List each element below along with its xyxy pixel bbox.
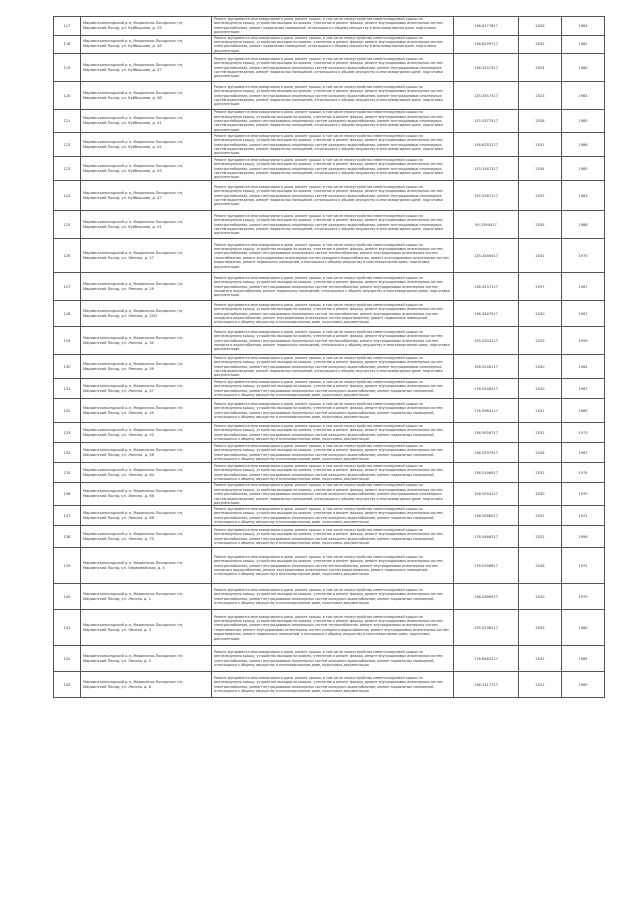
build-year: 1985 [562, 646, 605, 672]
address-cell [81, 181, 212, 211]
area-value: 115.5377517 [454, 110, 519, 133]
works-description: Ремонт фундамента многоквартирного дома, ремонт крыши, в том числе переустройство невентилируемой крыши на вентилируемую крышу, устройство выходов на кровлю, утепление и ремонт фасада, ремонт внутридомовых инженерных систем электроснабжения, ремонт внутридомовых инженерных систем теплоснабжения, ремонт внутридомовых инженерных систем холодного водоснабжения, ремонт внутридомовых инженерных систем водоотведения, ремонт подвальных помещений, относящихся к общему имуществу в многоквартирном доме, подготовка документации [212, 301, 454, 327]
row-number: 134 [54, 443, 81, 463]
repair-year: 2029 [519, 327, 562, 355]
address-cell [81, 610, 212, 646]
works-description: Ремонт фундамента многоквартирного дома, ремонт крыши, в том числе переустройство невентилируемой крыши на вентилируемую крышу, устройство выходов на кровлю, утепление и ремонт фасада, ремонт внутридомовых инженерных систем электроснабжения, ремонт внутридомовых инженерных систем холодного водоснабжения, ремонт подвальных помещений, относящихся к общему имуществу в многоквартирном доме, подготовка документации [212, 379, 454, 399]
address-cell [81, 133, 212, 157]
address-line-2: Мариинский Посад, ул. Куйбышева, д. 33 [83, 25, 162, 30]
table-row [54, 239, 605, 273]
works-description: Ремонт фундамента многоквартирного дома, ремонт крыши, в том числе переустройство невентилируемой крыши на вентилируемую крышу, устройство выходов на кровлю, утепление и ремонт фасада, ремонт внутридомовых инженерных систем электроснабжения, ремонт внутридомовых инженерных систем холодного водоснабжения, ремонт внутридомовых инженерных систем водоотведения, ремонт подвальных помещений, относящихся к общему имуществу в многоквартирном доме, подготовка документации [212, 483, 454, 506]
address-line-1: Мариинскопосадский р-н, Мариинско-Посадское г/п, [83, 591, 184, 596]
works-description: Ремонт фундамента многоквартирного дома, ремонт крыши, в том числе переустройство невентилируемой крыши на вентилируемую крышу, устройство выходов на кровлю, утепление и ремонт фасада, ремонт внутридомовых инженерных систем электроснабжения, ремонт внутридомовых инженерных систем холодного водоснабжения, ремонт внутридомовых инженерных систем водоотведения, ремонт подвальных помещений, относящихся к общему имуществу в многоквартирном доме, подготовка документации [212, 110, 454, 133]
row-number: 132 [54, 399, 81, 423]
area-value: 136.3317717 [454, 672, 519, 698]
address-cell [81, 239, 212, 273]
address-cell [81, 672, 212, 698]
build-year: 1970 [562, 239, 605, 273]
address-cell [81, 443, 212, 463]
address-cell [81, 399, 212, 423]
works-description: Ремонт фундамента многоквартирного дома, ремонт крыши, в том числе переустройство невентилируемой крыши на вентилируемую крышу, устройство выходов на кровлю, утепление и ремонт фасада, ремонт внутридомовых инженерных систем электроснабжения, ремонт внутридомовых инженерных систем холодного водоснабжения, ремонт подвальных помещений, относящихся к общему имуществу в многоквартирном доме, подготовка документации [212, 672, 454, 698]
address-cell [81, 54, 212, 82]
address-line-1: Мариинскопосадский р-н, Мариинско-Посадское г/п, [83, 250, 184, 255]
address-line-2: Мариинский Посад, ул. Ленина, д. 29/2 [83, 313, 158, 318]
address-cell [81, 483, 212, 506]
build-year: 1982 [562, 35, 605, 54]
repair-year: 2022 [519, 672, 562, 698]
address-line-1: Мариинскопосадский р-н, Мариинско-Посадское г/п, [83, 39, 184, 44]
address-cell [81, 355, 212, 379]
address-line-1: Мариинскопосадский р-н, Мариинско-Посадское г/п, [83, 62, 184, 67]
build-year: 1959 [562, 327, 605, 355]
address-line-2: Мариинский Посад, ул. Куйбышева, д. 43 [83, 168, 162, 173]
table-row [54, 610, 605, 646]
address-line-1: Мариинскопосадский р-н, Мариинско-Посадское г/п, [83, 139, 184, 144]
address-line-1: Мариинскопосадский р-н, Мариинско-Посадское г/п, [83, 90, 184, 95]
repair-year: 2031 [519, 133, 562, 157]
address-line-2: Мариинский Посад, ул. Ленина, д. 66 [83, 494, 154, 499]
area-value: 135.5238317 [454, 610, 519, 646]
row-number: 119 [54, 54, 81, 82]
repair-year: 2028 [519, 443, 562, 463]
table-row [54, 379, 605, 399]
works-description: Ремонт фундамента многоквартирного дома, ремонт крыши, в том числе переустройство невентилируемой крыши на вентилируемую крышу, устройство выходов на кровлю, утепление и ремонт фасада, ремонт внутридомовых инженерных систем электроснабжения, ремонт внутридомовых инженерных систем холодного водоснабжения, ремонт подвальных помещений, относящихся к общему имуществу в многоквартирном доме, подготовка документации [212, 399, 454, 423]
works-description: Ремонт фундамента многоквартирного дома, ремонт крыши, в том числе переустройство невентилируемой крыши на вентилируемую крышу, устройство выходов на кровлю, утепление и ремонт фасада, ремонт внутридомовых инженерных систем электроснабжения, ремонт внутридомовых инженерных систем теплоснабжения, ремонт внутридомовых инженерных систем холодного водоснабжения, ремонт внутридомовых инженерных систем водоотведения, ремонт подвальных помещений, относящихся к общему имуществу в многоквартирном доме, подготовка документации [212, 548, 454, 584]
address-line-2: Мариинский Посад, ул. Лесная, д. 4 [83, 627, 152, 632]
repair-year: 2030 [519, 355, 562, 379]
area-value: 136.5198917 [454, 463, 519, 483]
area-value: 156.5554117 [454, 483, 519, 506]
build-year: 1980 [562, 54, 605, 82]
address-line-1: Мариинскопосадский р-н, Мариинско-Посадское г/п, [83, 679, 184, 684]
row-number: 127 [54, 273, 81, 301]
address-cell [81, 35, 212, 54]
address-line-1: Мариинскопосадский р-н, Мариинско-Посадское г/п, [83, 531, 184, 536]
address-cell [81, 273, 212, 301]
area-value: 155.5303117 [454, 327, 519, 355]
address-cell [81, 463, 212, 483]
address-cell [81, 17, 212, 36]
works-description: Ремонт фундамента многоквартирного дома, ремонт крыши, в том числе переустройство невентилируемой крыши на вентилируемую крышу, устройство выходов на кровлю, утепление и ремонт фасада, ремонт внутридомовых инженерных систем электроснабжения, ремонт внутридомовых инженерных систем холодного водоснабжения, ремонт подвальных помещений, относящихся к общему имуществу в многоквартирном доме, подготовка документации [212, 584, 454, 610]
address-line-1: Мариинскопосадский р-н, Мариинско-Посадское г/п, [83, 489, 184, 494]
address-line-2: Мариинский Посад, ул. Куйбышева, д. 36 [83, 44, 162, 49]
table-row [54, 273, 605, 301]
area-value: 135.3357417 [454, 82, 519, 110]
address-cell [81, 379, 212, 399]
repair-year: 2032 [519, 423, 562, 443]
address-cell [81, 646, 212, 672]
build-year: 1964 [562, 355, 605, 379]
repair-year: 2026 [519, 17, 562, 36]
build-year: 1986 [562, 133, 605, 157]
area-value: 176.5466217 [454, 526, 519, 548]
works-description: Ремонт фундамента многоквартирного дома, ремонт крыши, в том числе переустройство невентилируемой крыши на вентилируемую крышу, устройство выходов на кровлю, утепление и ремонт фасада, ремонт внутридомовых инженерных систем электроснабжения, ремонт внутридомовых инженерных систем холодного водоснабжения, ремонт подвальных помещений, относящихся к общему имуществу в многоквартирном доме, подготовка документации [212, 506, 454, 526]
build-year: 1970 [562, 584, 605, 610]
repair-year: 2024 [519, 54, 562, 82]
address-line-1: Мариинскопосадский р-н, Мариинско-Посадское г/п, [83, 20, 184, 25]
table-row [54, 157, 605, 181]
repair-year: 2030 [519, 483, 562, 506]
address-cell [81, 506, 212, 526]
repair-year: 2028 [519, 110, 562, 133]
row-number: 121 [54, 110, 81, 133]
address-cell [81, 211, 212, 239]
address-cell [81, 526, 212, 548]
build-year: 1967 [562, 273, 605, 301]
works-description: Ремонт фундамента многоквартирного дома, ремонт крыши, в том числе переустройство невентилируемой крыши на вентилируемую крышу, устройство выходов на кровлю, утепление и ремонт фасада, ремонт внутридомовых инженерных систем электроснабжения, ремонт внутридомовых инженерных систем холодного водоснабжения, ремонт внутридомовых инженерных систем водоотведения, ремонт подвальных помещений, относящихся к общему имуществу в многоквартирном доме, подготовка документации [212, 157, 454, 181]
area-value: 136.5586017 [454, 506, 519, 526]
address-line-2: Мариинский Посад, ул. Ленина, д. 49 [83, 410, 154, 415]
address-line-1: Мариинскопосадский р-н, Мариинско-Посадское г/п, [83, 447, 184, 452]
repair-year: 2031 [519, 506, 562, 526]
area-value: 176.5964117 [454, 399, 519, 423]
works-description: Ремонт фундамента многоквартирного дома, ремонт крыши, в том числе переустройство невентилируемой крыши на вентилируемую крышу, устройство выходов на кровлю, утепление и ремонт фасада, ремонт внутридомовых инженерных систем электроснабжения, ремонт внутридомовых инженерных систем холодного водоснабжения, ремонт подвальных помещений, относящихся к общему имуществу в многоквартирном доме, подготовка документации [212, 646, 454, 672]
works-description: Ремонт фундамента многоквартирного дома, ремонт крыши, в том числе переустройство невентилируемой крыши на вентилируемую крышу, устройство выходов на кровлю, утепление и ремонт фасада, ремонт внутридомовых инженерных систем электроснабжения, ремонт внутридомовых инженерных систем холодного водоснабжения, ремонт внутридомовых инженерных систем водоотведения, ремонт подвальных помещений, относящихся к общему имуществу в многоквартирном доме, подготовка документации [212, 181, 454, 211]
repair-year: 2032 [519, 35, 562, 54]
address-line-1: Мариинскопосадский р-н, Мариинско-Посадское г/п, [83, 190, 184, 195]
address-line-2: Мариинский Посад, ул. Ленина, д. 47 [83, 388, 154, 393]
repair-year: 2032 [519, 646, 562, 672]
area-value: 176.5546517 [454, 379, 519, 399]
address-line-1: Мариинскопосадский р-н, Мариинско-Посадское г/п, [83, 467, 184, 472]
address-line-1: Мариинскопосадский р-н, Мариинско-Посадское г/п, [83, 405, 184, 410]
address-line-1: Мариинскопосадский р-н, Мариинско-Посадское г/п, [83, 653, 184, 658]
repair-year: 2031 [519, 239, 562, 273]
address-line-2: Мариинский Посад, ул. Лесная, д. 1 [83, 596, 152, 601]
row-number: 130 [54, 355, 81, 379]
address-line-2: Мариинский Посад, ул. Ленина, д. 58 [83, 452, 154, 457]
row-number: 117 [54, 17, 81, 36]
build-year: 1972 [562, 548, 605, 584]
address-line-1: Мариинскопосадский р-н, Мариинско-Посадское г/п, [83, 510, 184, 515]
repair-year: 2030 [519, 584, 562, 610]
repair-year: 2037 [519, 273, 562, 301]
table-row [54, 483, 605, 506]
row-number: 125 [54, 211, 81, 239]
area-value: 135.3346417 [454, 239, 519, 273]
table-row [54, 584, 605, 610]
address-line-2: Мариинский Посад, ул. Лесная, д. 6 [83, 684, 152, 689]
works-description: Ремонт фундамента многоквартирного дома, ремонт крыши, в том числе переустройство невентилируемой крыши на вентилируемую крышу, устройство выходов на кровлю, утепление и ремонт фасада, ремонт внутридомовых инженерных систем электроснабжения, ремонт внутридомовых инженерных систем теплоснабжения, ремонт внутридомовых инженерных систем холодного водоснабжения, ремонт подвальных помещений, относящихся к общему имуществу в многоквартирном доме, подготовка документации [212, 327, 454, 355]
table-row [54, 17, 605, 36]
address-line-2: Мариинский Посад, ул. Первомайская, д. 4 [83, 565, 165, 570]
table-row [54, 82, 605, 110]
capital-repair-table [53, 16, 605, 698]
area-value: 136.3347917 [454, 301, 519, 327]
build-year: 1988 [562, 211, 605, 239]
area-value: 116.6252217 [454, 133, 519, 157]
row-number: 131 [54, 379, 81, 399]
works-description: Ремонт фундамента многоквартирного дома, ремонт крыши, в том числе переустройство невентилируемой крыши на вентилируемую крышу, устройство выходов на кровлю, утепление и ремонт фасада, ремонт внутридомовых инженерных систем электроснабжения, ремонт внутридомовых инженерных систем теплоснабжения, ремонт внутридомовых инженерных систем газоснабжения, ремонт внутридомовых инженерных систем холодного водоснабжения, ремонт внутридомовых инженерных систем водоотведения, ремонт подвальных помещений, относящихся к общему имуществу в многоквартирном доме, подготовка документации [212, 610, 454, 646]
address-cell [81, 82, 212, 110]
repair-year: 2037 [519, 181, 562, 211]
table-row [54, 54, 605, 82]
row-number: 120 [54, 82, 81, 110]
table-row [54, 443, 605, 463]
address-line-1: Мариинскопосадский р-н, Мариинско-Посадское г/п, [83, 427, 184, 432]
works-description: Ремонт фундамента многоквартирного дома, ремонт крыши, в том числе переустройство невентилируемой крыши на вентилируемую крышу, устройство выходов на кровлю, утепление и ремонт фасада, ремонт внутридомовых инженерных систем электроснабжения, ремонт внутридомовых инженерных систем теплоснабжения, ремонт внутридомовых инженерных систем холодного водоснабжения, ремонт подвальных помещений, относящихся к общему имуществу в многоквартирном доме, подготовка документации [212, 273, 454, 301]
address-cell [81, 584, 212, 610]
row-number: 137 [54, 506, 81, 526]
repair-year: 2035 [519, 211, 562, 239]
address-line-2: Мариинский Посад, ул. Куйбышева, д. 37 [83, 67, 162, 72]
address-cell [81, 423, 212, 443]
table-row [54, 327, 605, 355]
works-description: Ремонт фундамента многоквартирного дома, ремонт крыши, в том числе переустройство невентилируемой крыши на вентилируемую крышу, устройство выходов на кровлю, утепление и ремонт фасада, ремонт внутридомовых инженерных систем электроснабжения, ремонт подвальных помещений, относящихся к общему имуществу в многоквартирном доме, подготовка документации [212, 17, 454, 36]
row-number: 128 [54, 301, 81, 327]
row-number: 118 [54, 35, 81, 54]
address-cell [81, 327, 212, 355]
address-line-2: Мариинский Посад, ул. Куйбышева, д. 41 [83, 121, 162, 126]
table-row [54, 399, 605, 423]
table-row [54, 133, 605, 157]
works-description: Ремонт фундамента многоквартирного дома, ремонт крыши, в том числе переустройство невентилируемой крыши на вентилируемую крышу, устройство выходов на кровлю, утепление и ремонт фасада, ремонт внутридомовых инженерных систем электроснабжения, ремонт внутридомовых инженерных систем теплоснабжения, ремонт внутридомовых инженерных систем газоснабжения, ремонт внутридомовых инженерных систем холодного водоснабжения, ремонт внутридомовых инженерных систем водоотведения, ремонт подвальных помещений, относящихся к общему имуществу в многоквартирном доме, подготовка документации [212, 239, 454, 273]
area-value: 155.5267117 [454, 181, 519, 211]
build-year: 1985 [562, 110, 605, 133]
row-number: 135 [54, 463, 81, 483]
address-line-1: Мариинскопосадский р-н, Мариинско-Посадское г/п, [83, 281, 184, 286]
address-line-1: Мариинскопосадский р-н, Мариинско-Посадское г/п, [83, 622, 184, 627]
works-description: Ремонт фундамента многоквартирного дома, ремонт крыши, в том числе переустройство невентилируемой крыши на вентилируемую крышу, устройство выходов на кровлю, утепление и ремонт фасада, ремонт внутридомовых инженерных систем электроснабжения, ремонт внутридомовых инженерных систем холодного водоснабжения, ремонт внутридомовых инженерных систем водоотведения, ремонт подвальных помещений, относящихся к общему имуществу в многоквартирном доме, подготовка документации [212, 133, 454, 157]
repair-year: 2034 [519, 157, 562, 181]
build-year: 1970 [562, 483, 605, 506]
build-year: 1956 [562, 526, 605, 548]
row-number: 126 [54, 239, 81, 273]
build-year: 1967 [562, 379, 605, 399]
build-year: 1980 [562, 610, 605, 646]
repair-year: 2022 [519, 526, 562, 548]
works-description: Ремонт фундамента многоквартирного дома, ремонт крыши, в том числе переустройство невентилируемой крыши на вентилируемую крышу, устройство выходов на кровлю, утепление и ремонт фасада, ремонт внутридомовых инженерных систем электроснабжения, ремонт внутридомовых инженерных систем холодного водоснабжения, ремонт внутридомовых инженерных систем водоотведения, ремонт подвальных помещений, относящихся к общему имуществу в многоквартирном доме, подготовка документации [212, 211, 454, 239]
repair-year: 2030 [519, 379, 562, 399]
build-year: 1983 [562, 181, 605, 211]
row-number: 142 [54, 646, 81, 672]
build-year: 1983 [562, 82, 605, 110]
area-value: 136.6177817 [454, 17, 519, 36]
address-cell [81, 110, 212, 133]
address-line-2: Мариинский Посад, ул. Ленина, д. 70 [83, 536, 154, 541]
address-line-2: Мариинский Посад, ул. Ленина, д. 52 [83, 432, 154, 437]
row-number: 140 [54, 584, 81, 610]
row-number: 123 [54, 157, 81, 181]
address-line-1: Мариинскопосадский р-н, Мариинско-Посадское г/п, [83, 335, 184, 340]
area-value: 95.5394417 [454, 211, 519, 239]
build-year: 1973 [562, 423, 605, 443]
area-value: 136.6299717 [454, 35, 519, 54]
address-line-2: Мариинский Посад, ул. Лесная, д. 5 [83, 658, 152, 663]
row-number: 143 [54, 672, 81, 698]
works-description: Ремонт фундамента многоквартирного дома, ремонт крыши, в том числе переустройство невентилируемой крыши на вентилируемую крышу, устройство выходов на кровлю, утепление и ремонт фасада, ремонт внутридомовых инженерных систем электроснабжения, ремонт внутридомовых инженерных систем холодного водоснабжения, ремонт подвальных помещений, относящихся к общему имуществу в многоквартирном доме, подготовка документации [212, 423, 454, 443]
address-line-1: Мариинскопосадский р-н, Мариинско-Посадское г/п, [83, 308, 184, 313]
repair-year: 2026 [519, 548, 562, 584]
repair-year: 2033 [519, 610, 562, 646]
address-line-2: Мариинский Посад, ул. Куйбышева, д. 42 [83, 144, 162, 149]
area-value: 176.6462217 [454, 646, 519, 672]
address-line-2: Мариинский Посад, ул. Ленина, д. 39 [83, 366, 154, 371]
document-page [53, 16, 588, 698]
address-line-2: Мариинский Посад, ул. Ленина, д. 27 [83, 255, 154, 260]
works-description: Ремонт фундамента многоквартирного дома, ремонт крыши, в том числе переустройство невентилируемой крыши на вентилируемую крышу, устройство выходов на кровлю, утепление и ремонт фасада, ремонт внутридомовых инженерных систем электроснабжения, ремонт внутридомовых инженерных систем холодного водоснабжения, ремонт внутридомовых инженерных систем водоотведения, ремонт подвальных помещений, относящихся к общему имуществу в многоквартирном доме, подготовка документации [212, 54, 454, 82]
works-description: Ремонт фундамента многоквартирного дома, ремонт крыши, в том числе переустройство невентилируемой крыши на вентилируемую крышу, устройство выходов на кровлю, утепление и ремонт фасада, ремонт внутридомовых инженерных систем электроснабжения, ремонт внутридомовых инженерных систем холодного водоснабжения, ремонт внутридомовых инженерных систем водоотведения, ремонт подвальных помещений, относящихся к общему имуществу в многоквартирном доме, подготовка документации [212, 355, 454, 379]
build-year: 1971 [562, 506, 605, 526]
build-year: 1974 [562, 463, 605, 483]
address-line-2: Мариинский Посад, ул. Куйбышева, д. 38 [83, 95, 162, 100]
address-cell [81, 548, 212, 584]
address-line-2: Мариинский Посад, ул. Ленина, д. 29 [83, 286, 154, 291]
row-number: 141 [54, 610, 81, 646]
row-number: 139 [54, 548, 81, 584]
table-row [54, 211, 605, 239]
address-line-1: Мариинскопосадский р-н, Мариинско-Посадское г/п, [83, 116, 184, 121]
address-line-1: Мариинскопосадский р-н, Мариинско-Посадское г/п, [83, 560, 184, 565]
repair-year: 2030 [519, 301, 562, 327]
address-line-1: Мариинскопосадский р-н, Мариинско-Посадское г/п, [83, 163, 184, 168]
address-line-2: Мариинский Посад, ул. Куйбышева, д. 47 [83, 195, 162, 200]
build-year: 1984 [562, 17, 605, 36]
build-year: 1985 [562, 157, 605, 181]
works-description: Ремонт фундамента многоквартирного дома, ремонт крыши, в том числе переустройство невентилируемой крыши на вентилируемую крышу, устройство выходов на кровлю, утепление и ремонт фасада, ремонт внутридомовых инженерных систем электроснабжения, ремонт внутридомовых инженерных систем холодного водоснабжения, ремонт внутридомовых инженерных систем водоотведения, ремонт подвальных помещений, относящихся к общему имуществу в многоквартирном доме, подготовка документации [212, 82, 454, 110]
area-value: 136.5386917 [454, 584, 519, 610]
area-value: 156.5246117 [454, 355, 519, 379]
row-number: 138 [54, 526, 81, 548]
row-number: 129 [54, 327, 81, 355]
area-value: 136.5928717 [454, 423, 519, 443]
works-description: Ремонт фундамента многоквартирного дома, ремонт крыши, в том числе переустройство невентилируемой крыши на вентилируемую крышу, устройство выходов на кровлю, утепление и ремонт фасада, ремонт внутридомовых инженерных систем электроснабжения, ремонт внутридомовых инженерных систем холодного водоснабжения, ремонт подвальных помещений, относящихся к общему имуществу в многоквартирном доме, подготовка документации [212, 443, 454, 463]
row-number: 124 [54, 181, 81, 211]
table-row [54, 506, 605, 526]
table-row [54, 181, 605, 211]
area-value: 136.5297917 [454, 443, 519, 463]
address-cell [81, 301, 212, 327]
repair-year: 2031 [519, 399, 562, 423]
address-line-2: Мариинский Посад, ул. Ленина, д. 68 [83, 515, 154, 520]
row-number: 122 [54, 133, 81, 157]
works-description: Ремонт фундамента многоквартирного дома, ремонт крыши, в том числе переустройство невентилируемой крыши на вентилируемую крышу, устройство выходов на кровлю, утепление и ремонт фасада, ремонт внутридомовых инженерных систем электроснабжения, ремонт внутридомовых инженерных систем холодного водоснабжения, ремонт подвальных помещений, относящихся к общему имуществу в многоквартирном доме, подготовка документации [212, 463, 454, 483]
table-row [54, 463, 605, 483]
build-year: 1980 [562, 672, 605, 698]
row-number: 136 [54, 483, 81, 506]
build-year: 1967 [562, 301, 605, 327]
table-body [54, 17, 605, 698]
table-row [54, 301, 605, 327]
table-row [54, 646, 605, 672]
works-description: Ремонт фундамента многоквартирного дома, ремонт крыши, в том числе переустройство невентилируемой крыши на вентилируемую крышу, устройство выходов на кровлю, утепление и ремонт фасада, ремонт внутридомовых инженерных систем электроснабжения, ремонт подвальных помещений, относящихся к общему имуществу в многоквартирном доме, подготовка документации [212, 35, 454, 54]
table-row [54, 526, 605, 548]
table-row [54, 110, 605, 133]
area-value: 136.3247417 [454, 54, 519, 82]
table-row [54, 548, 605, 584]
area-value: 136.3237117 [454, 273, 519, 301]
address-line-2: Мариинский Посад, ул. Куйбышева, д. 51 [83, 224, 162, 229]
table-row [54, 672, 605, 698]
build-year: 1967 [562, 443, 605, 463]
table-row [54, 35, 605, 54]
table-row [54, 423, 605, 443]
repair-year: 2023 [519, 82, 562, 110]
address-cell [81, 157, 212, 181]
address-line-1: Мариинскопосадский р-н, Мариинско-Посадское г/п, [83, 219, 184, 224]
area-value: 176.5348617 [454, 548, 519, 584]
build-year: 1969 [562, 399, 605, 423]
row-number: 133 [54, 423, 81, 443]
address-line-2: Мариинский Посад, ул. Ленина, д. 30 [83, 340, 154, 345]
address-line-2: Мариинский Посад, ул. Ленина, д. 64 [83, 472, 154, 477]
address-line-1: Мариинскопосадский р-н, Мариинско-Посадское г/п, [83, 361, 184, 366]
area-value: 115.3167317 [454, 157, 519, 181]
address-line-1: Мариинскопосадский р-н, Мариинско-Посадское г/п, [83, 383, 184, 388]
table-row [54, 355, 605, 379]
repair-year: 2032 [519, 463, 562, 483]
works-description: Ремонт фундамента многоквартирного дома, ремонт крыши, в том числе переустройство невентилируемой крыши на вентилируемую крышу, устройство выходов на кровлю, утепление и ремонт фасада, ремонт внутридомовых инженерных систем электроснабжения, ремонт внутридомовых инженерных систем холодного водоснабжения, ремонт подвальных помещений, относящихся к общему имуществу в многоквартирном доме, подготовка документации [212, 526, 454, 548]
